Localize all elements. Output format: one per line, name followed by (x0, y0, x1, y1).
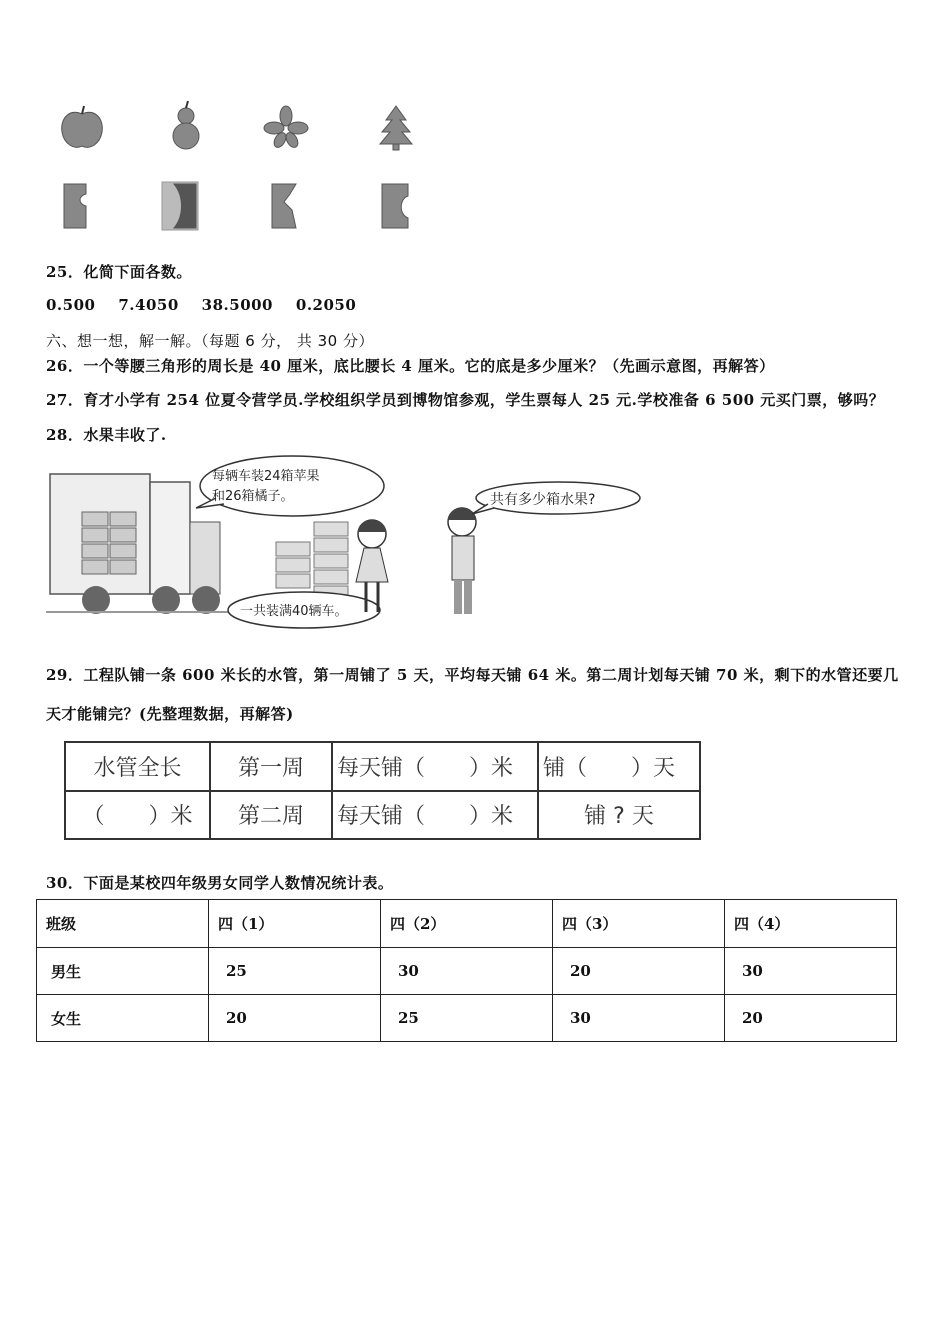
q25-numbers: 0.500 7.4050 38.5000 0.2050 (46, 296, 357, 314)
q29-line2: 天才能铺完？(先整理数据，再解答) (46, 705, 294, 723)
symmetry-figures (50, 98, 430, 238)
table-cell: 女生 (37, 995, 209, 1042)
fruit-harvest-illustration (46, 452, 646, 642)
pipe-total-label: 水管全长 (65, 742, 210, 791)
class-stats-table (36, 899, 897, 1042)
boy-figure (448, 508, 476, 614)
bubble1-line2: 和26箱橘子。 (212, 489, 294, 504)
apple-icon (62, 106, 103, 147)
section-6-title: 六、想一想，解一解。（每题 6 分， 共 30 分） (46, 332, 374, 350)
table-cell: 男生 (37, 948, 209, 995)
pipe-week1-rate: 每天铺（ ）米 (332, 742, 538, 791)
table-header-cell: 班级 (37, 900, 209, 948)
bubble3-text: 一共装满40辆车。 (240, 604, 348, 619)
folded-paper-2-icon (162, 182, 198, 230)
tree-icon (380, 106, 412, 150)
table-header-cell: 四（1） (209, 900, 381, 948)
table-header-cell: 四（4） (725, 900, 897, 948)
table-cell: 20 (209, 995, 381, 1042)
table-cell: 25 (209, 948, 381, 995)
gourd-icon (173, 101, 199, 149)
speech-bubble-1 (196, 456, 384, 516)
pipe-week2-label: 第二周 (210, 791, 332, 840)
q26-text: 26．一个等腰三角形的周长是 40 厘米，底比腰长 4 厘米。它的底是多少厘米？（先画示意图，再解答） (46, 357, 775, 375)
speech-bubble-2 (472, 482, 640, 514)
pipe-total-blank: （ ）米 (65, 791, 210, 840)
table-header-cell: 四（2） (381, 900, 553, 948)
table-cell: 20 (553, 948, 725, 995)
folded-paper-4-icon (382, 184, 408, 228)
q29-line1: 29．工程队铺一条 600 米长的水管，第一周铺了 5 天，平均每天铺 64 米。第二周计划每天铺 70 米，剩下的水管还要几 (46, 666, 899, 684)
q25-prompt: 25．化简下面各数。 (46, 263, 192, 281)
q30-text: 30．下面是某校四年级男女同学人数情况统计表。 (46, 874, 394, 892)
q28-text: 28．水果丰收了. (46, 426, 167, 444)
pipe-week1-label: 第一周 (210, 742, 332, 791)
bubble1-line1: 每辆车装24箱苹果 (212, 469, 320, 484)
table-cell: 30 (725, 948, 897, 995)
pipe-week1-days: 铺（ ）天 (538, 742, 700, 791)
table-header-cell: 四（3） (553, 900, 725, 948)
pipe-data-table (64, 741, 701, 840)
bubble2-text: 共有多少箱水果? (490, 492, 596, 508)
folded-paper-3-icon (272, 184, 296, 228)
table-row (37, 995, 897, 1042)
folded-paper-1-icon (64, 184, 86, 228)
table-cell: 30 (553, 995, 725, 1042)
table-cell: 30 (381, 948, 553, 995)
q27-text: 27．育才小学有 254 位夏令营学员.学校组织学员到博物馆参观，学生票每人 25 元.学校准备 6 500 元买门票，够吗？ (46, 391, 885, 409)
flower-icon (264, 106, 308, 149)
pipe-week2-days: 铺 ? 天 (538, 791, 700, 840)
table-row (37, 948, 897, 995)
speech-bubble-3 (228, 592, 380, 628)
pipe-week2-rate: 每天铺（ ）米 (332, 791, 538, 840)
table-cell: 25 (381, 995, 553, 1042)
table-cell: 20 (725, 995, 897, 1042)
table-header-row (37, 900, 897, 948)
fruit-boxes (276, 522, 348, 600)
